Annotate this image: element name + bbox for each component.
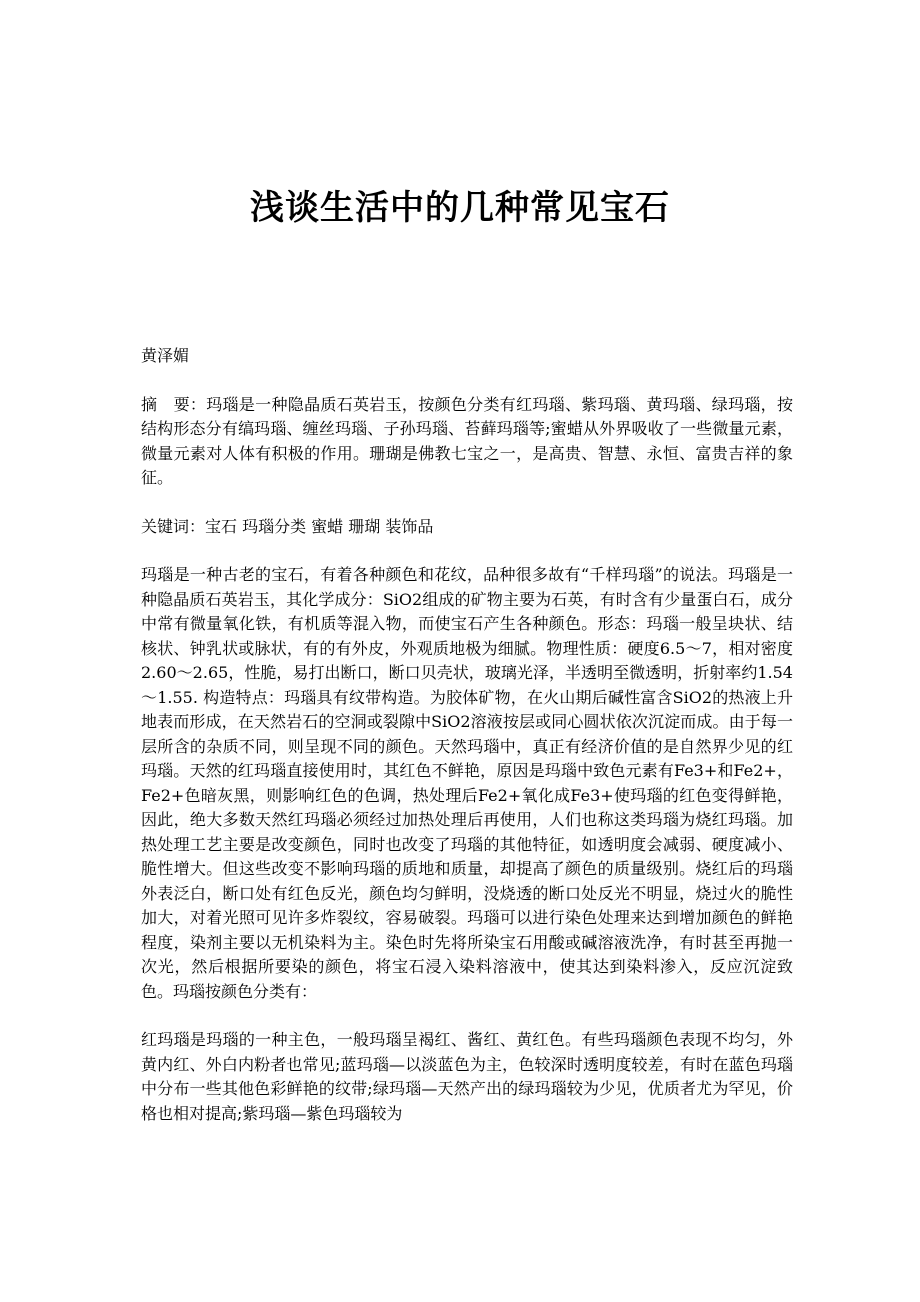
document-body — [141, 344, 793, 1126]
body-paragraph-agate-overview: 玛瑙是一种古老的宝石，有着各种颜色和花纹，品种很多故有“千样玛瑙”的说法。玛瑙是一种隐晶质石英岩玉，其化学成分：SiO2组成的矿物主要为石英，有时含有少量蛋白石，成分中常有微量氧化铁，有机质等混入物，而使宝石产生各种颜色。形态：玛瑙一般呈块状、结核状、钟乳状或脉状，有的有外皮，外观质地极为细腻。物理性质：硬度6.5～7，相对密度2.60～2.65，性脆，易打出断口，断口贝壳状，玻璃光泽，半透明至微透明，折射率约1.54～1.55. 构造特点：玛瑙具有纹带构造。为胶体矿物，在火山期后碱性富含SiO2的热液上升地表而形成，在天然岩石的空洞或裂隙中SiO2溶液按层或同心圆状依次沉淀而成。由于每一层所含的杂质不同，则呈现不同的颜色。天然玛瑙中，真正有经济价值的是自然界少见的红玛瑙。天然的红玛瑙直接使用时，其红色不鲜艳，原因是玛瑙中致色元素有Fe3+和Fe2+，Fe2+色暗灰黑，则影响红色的色调，热处理后Fe2+氧化成Fe3+使玛瑙的红色变得鲜艳，因此，绝大多数天然红玛瑙必须经过加热处理后再使用，人们也称这类玛瑙为烧红玛瑙。加热处理工艺主要是改变颜色，同时也改变了玛瑙的其他特征，如透明度会减弱、硬度减小、脆性增大。但这些改变不影响玛瑙的质地和质量，却提高了颜色的质量级别。烧红后的玛瑙外表泛白，断口处有红色反光，颜色均匀鲜明，没烧透的断口处反光不明显，烧过火的脆性加大，对着光照可见许多炸裂纹，容易破裂。玛瑙可以进行染色处理来达到增加颜色的鲜艳程度，染剂主要以无机染料为主。染色时先将所染宝石用酸或碱溶液洗净，有时甚至再抛一次光，然后根据所要染的颜色，将宝石浸入染料溶液中，使其达到染料渗入，反应沉淀致色。玛瑙按颜色分类有： — [141, 565, 793, 1001]
keywords-line: 关键词：宝石 玛瑙分类 蜜蜡 珊瑚 装饰品 — [141, 516, 434, 536]
document-title: 浅谈生活中的几种常见宝石 — [250, 188, 670, 228]
abstract-paragraph: 摘 要：玛瑙是一种隐晶质石英岩玉，按颜色分类有红玛瑙、紫玛瑙、黄玛瑙、绿玛瑙，按结构形态分有缟玛瑙、缠丝玛瑙、子孙玛瑙、苔藓玛瑙等;蜜蜡从外界吸收了一些微量元素，微量元素对人体有积极的作用。珊瑚是佛教七宝之一，是高贵、智慧、永恒、富贵吉祥的象征。 — [141, 394, 793, 487]
body-paragraph-agate-colors: 红玛瑙是玛瑙的一种主色，一般玛瑙呈褐红、酱红、黄红色。有些玛瑙颜色表现不均匀，外黄内红、外白内粉者也常见;蓝玛瑙—以淡蓝色为主，色较深时透明度较差，有时在蓝色玛瑙中分布一些其他色彩鲜艳的纹带;绿玛瑙—天然产出的绿玛瑙较为少见，优质者尤为罕见，价格也相对提高;紫玛瑙—紫色玛瑙较为 — [141, 1030, 793, 1123]
author-name: 黄泽媚 — [141, 346, 190, 365]
